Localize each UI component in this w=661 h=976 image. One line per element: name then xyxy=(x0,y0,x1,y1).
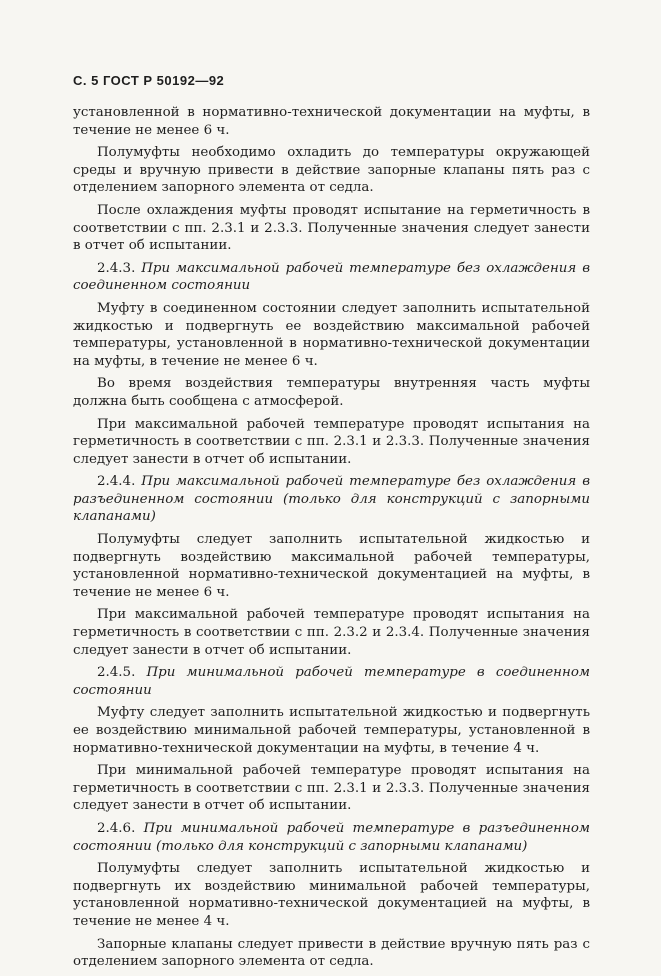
paragraph: Муфту следует заполнить испытательной жидкостью и подвергнуть ее воздействию минимальной рабочей температуры, установленной в нормативно-технической документации на муфты, в течение 4 ч. xyxy=(73,705,590,756)
section-number: 2.4.3. xyxy=(97,260,136,276)
paragraph: Полумуфты следует заполнить испытательной жидкостью и подвергнуть воздействию максимальной рабочей температуры, установленной нормативно-технической документацией на муфты, в течение не менее 6 ч. xyxy=(73,532,590,600)
paragraph: Полумуфты следует заполнить испытательной жидкостью и подвергнуть их воздействию минимальной рабочей температуры, установленной нормативно-технической документацией на муфты, в течение не менее 4 ч. xyxy=(73,861,590,929)
section-heading xyxy=(73,473,590,526)
paragraph: Муфту в соединенном состоянии следует заполнить испытательной жидкостью и подвергнуть ее воздействию максимальной рабочей температуры, установленной в нормативно-технической документации на муфты, в течение не менее 6 ч. xyxy=(73,300,590,369)
paragraph: После охлаждения муфты проводят испытание на герметичность в соответствии с пп. 2.3.1 и 2.3.3. Полученные значения следует занести в отчет об испытании. xyxy=(73,202,590,254)
section-heading xyxy=(73,664,590,699)
section-heading xyxy=(73,820,590,855)
document-body xyxy=(73,104,590,976)
section-title: При максимальной рабочей температуре без охлаждения в разъединенном состоянии (только для конструкций с запорными клапанами) xyxy=(73,474,590,525)
section-number: 2.4.5. xyxy=(97,665,136,681)
paragraph: При минимальной рабочей температуре проводят испытания на герметичность в соответствии с пп. 2.3.1 и 2.3.3. Полученные значения следует занести в отчет об испытании. xyxy=(73,763,590,814)
section-title: При минимальной рабочей температуре в разъединенном состоянии (только для конструкций с запорными клапанами) xyxy=(73,820,590,854)
paragraph: Запорные клапаны следует привести в действие вручную пять раз с отделением запорного элемента от седла. xyxy=(73,936,590,970)
section-title: При минимальной рабочей температуре в соединенном состоянии xyxy=(73,665,590,698)
section-title: При максимальной рабочей температуре без охлаждения в соединенном состоянии xyxy=(73,260,590,294)
section-number: 2.4.4. xyxy=(97,474,136,490)
paragraph: При максимальной рабочей температуре проводят испытания на герметичность в соответствии с пп. 2.3.1 и 2.3.3. Полученные значения следует занести в отчет об испытании. xyxy=(73,416,590,467)
section-number: 2.4.6. xyxy=(97,820,136,836)
paragraph: При максимальной рабочей температуре проводят испытания на герметичность в соответствии с пп. 2.3.2 и 2.3.4. Полученные значения следует занести в отчет об испытании. xyxy=(73,607,590,658)
paragraph: Полумуфты необходимо охладить до температуры окружающей среды и вручную привести в действие запорные клапаны пять раз с отделением запорного элемента от седла. xyxy=(73,145,590,196)
section-heading xyxy=(73,260,590,295)
page-header: С. 5 ГОСТ Р 50192—92 xyxy=(73,73,225,88)
paragraph: установленной в нормативно-технической документации на муфты, в течение не менее 6 ч. xyxy=(73,105,590,138)
paragraph: Во время воздействия температуры внутренняя часть муфты должна быть сообщена с атмосферой. xyxy=(73,376,590,409)
